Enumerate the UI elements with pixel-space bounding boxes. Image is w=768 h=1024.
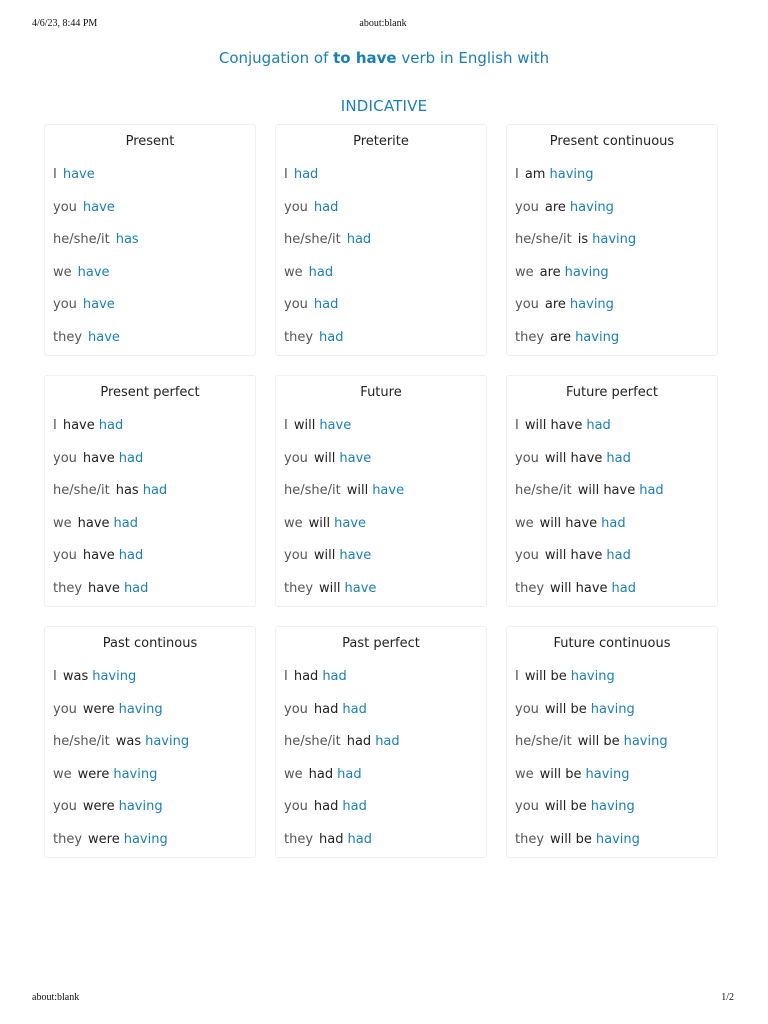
verb-form: have xyxy=(77,264,110,280)
auxiliary: will be xyxy=(544,701,587,717)
auxiliary: had xyxy=(313,799,339,815)
auxiliary: will xyxy=(308,515,331,531)
conjugation-row xyxy=(284,451,482,484)
conjugation-row xyxy=(284,330,482,363)
auxiliary: have xyxy=(88,580,120,596)
verb-form: have xyxy=(62,167,95,182)
pronoun: he/she/it xyxy=(53,232,110,248)
auxiliary: will be xyxy=(550,831,592,847)
auxiliary: are xyxy=(544,297,566,313)
conjugation-row xyxy=(515,167,713,200)
verb-form: have xyxy=(372,483,405,499)
auxiliary: will have xyxy=(550,580,608,596)
pronoun: you xyxy=(53,297,77,313)
verb-form: had xyxy=(308,264,334,280)
auxiliary: will be xyxy=(539,766,582,782)
pronoun: they xyxy=(284,580,314,596)
conjugation-row xyxy=(284,799,482,832)
pronoun: we xyxy=(284,264,303,280)
conjugation-list xyxy=(515,669,713,865)
pronoun: he/she/it xyxy=(284,734,341,750)
auxiliary: was xyxy=(115,734,142,750)
conjugation-row xyxy=(53,451,251,484)
verb-form: having xyxy=(564,264,609,280)
pronoun: they xyxy=(53,831,83,847)
pronoun: we xyxy=(515,264,534,280)
verb-form: had xyxy=(347,831,372,847)
auxiliary: had xyxy=(293,669,319,684)
auxiliary: are xyxy=(550,329,572,345)
auxiliary: will xyxy=(313,548,336,564)
auxiliary: am xyxy=(524,167,546,182)
conjugation-row xyxy=(284,167,482,200)
pronoun: you xyxy=(515,548,539,564)
pronoun: they xyxy=(284,831,314,847)
verb-form: having xyxy=(592,232,637,248)
pronoun: I xyxy=(284,669,288,684)
pronoun: we xyxy=(53,264,72,280)
conjugation-row xyxy=(53,232,251,265)
tense-title: Future continuous xyxy=(553,636,671,651)
tense-card-present-perfect xyxy=(44,375,256,607)
auxiliary: will have xyxy=(524,418,583,433)
verb-form: have xyxy=(334,515,367,531)
auxiliary: is xyxy=(577,232,589,248)
conjugation-row xyxy=(515,451,713,484)
conjugation-row xyxy=(53,767,251,800)
print-page-title: about:blank xyxy=(359,18,407,29)
pronoun: you xyxy=(284,199,308,215)
print-footer xyxy=(32,992,734,1006)
conjugation-row xyxy=(515,516,713,549)
conjugation-row xyxy=(515,548,713,581)
tense-title: Past perfect xyxy=(342,636,420,651)
verb-form: has xyxy=(115,232,139,248)
tense-title: Future xyxy=(360,385,402,400)
verb-form: have xyxy=(82,199,115,215)
verb-form: had xyxy=(611,580,636,596)
conjugation-row xyxy=(515,297,713,330)
verb-form: had xyxy=(606,548,631,564)
conjugation-row xyxy=(284,516,482,549)
verb-form: having xyxy=(113,766,158,782)
conjugation-row xyxy=(284,832,482,865)
conjugation-row xyxy=(53,200,251,233)
tense-card-present xyxy=(44,124,256,356)
conjugation-row xyxy=(53,548,251,581)
pronoun: he/she/it xyxy=(53,734,110,750)
conjugation-row xyxy=(515,418,713,451)
verb-form: have xyxy=(82,297,115,313)
conjugation-row xyxy=(284,548,482,581)
conjugation-row xyxy=(53,702,251,735)
pronoun: they xyxy=(515,580,545,596)
verb-form: have xyxy=(339,548,372,564)
conjugation-row xyxy=(284,297,482,330)
conjugation-row xyxy=(53,297,251,330)
verb-form: having xyxy=(569,199,614,215)
auxiliary: will be xyxy=(544,799,587,815)
verb-form: had xyxy=(293,167,319,182)
verb-form: having xyxy=(595,831,640,847)
conjugation-row xyxy=(53,418,251,451)
conjugation-list xyxy=(53,418,251,614)
verb-form: having xyxy=(590,701,635,717)
tense-grid xyxy=(44,124,722,858)
verb-form: having xyxy=(549,167,594,182)
tense-title: Future perfect xyxy=(566,385,658,400)
auxiliary: will have xyxy=(577,483,636,499)
pronoun: we xyxy=(515,515,534,531)
pronoun: we xyxy=(53,515,72,531)
pronoun: you xyxy=(284,450,308,466)
print-url: about:blank xyxy=(32,992,80,1003)
verb-form: having xyxy=(569,297,614,313)
conjugation-row xyxy=(53,330,251,363)
pronoun: I xyxy=(515,418,519,433)
verb-form: had xyxy=(319,329,344,345)
pronoun: I xyxy=(284,418,288,433)
pronoun: he/she/it xyxy=(515,232,572,248)
pronoun: I xyxy=(53,669,57,684)
title-suffix: verb in English with xyxy=(401,49,550,67)
pronoun: they xyxy=(515,329,545,345)
pronoun: we xyxy=(53,766,72,782)
conjugation-row xyxy=(515,265,713,298)
conjugation-row xyxy=(53,799,251,832)
verb-form: having xyxy=(585,766,630,782)
verb-form: had xyxy=(639,483,664,499)
conjugation-row xyxy=(515,669,713,702)
auxiliary: had xyxy=(319,831,344,847)
verb-form: having xyxy=(145,734,190,750)
auxiliary: are xyxy=(544,199,566,215)
conjugation-list xyxy=(284,167,482,363)
pronoun: he/she/it xyxy=(515,483,572,499)
conjugation-row xyxy=(515,734,713,767)
conjugation-row xyxy=(53,265,251,298)
auxiliary: have xyxy=(77,515,110,531)
title-prefix: Conjugation of xyxy=(218,49,329,67)
verb-form: having xyxy=(118,701,163,717)
conjugation-row xyxy=(515,702,713,735)
conjugation-row xyxy=(53,734,251,767)
pronoun: he/she/it xyxy=(284,232,341,248)
mood-heading: INDICATIVE xyxy=(340,97,428,115)
verb-form: had xyxy=(118,548,144,564)
verb-form: having xyxy=(575,329,620,345)
pronoun: they xyxy=(515,831,545,847)
pronoun: you xyxy=(515,297,539,313)
pronoun: he/she/it xyxy=(515,734,572,750)
conjugation-row xyxy=(515,330,713,363)
auxiliary: will xyxy=(319,580,341,596)
conjugation-row xyxy=(284,418,482,451)
verb-form: having xyxy=(570,669,615,684)
verb-form: have xyxy=(344,580,377,596)
auxiliary: will xyxy=(293,418,316,433)
auxiliary: will have xyxy=(544,450,603,466)
pronoun: we xyxy=(284,515,303,531)
conjugation-row xyxy=(515,483,713,516)
conjugation-row xyxy=(515,799,713,832)
tense-title: Present perfect xyxy=(100,385,200,400)
pronoun: he/she/it xyxy=(284,483,341,499)
auxiliary: are xyxy=(539,264,561,280)
pronoun: you xyxy=(515,799,539,815)
pronoun: I xyxy=(53,167,57,182)
auxiliary: was xyxy=(62,669,89,684)
verb-form: have xyxy=(319,418,352,433)
tense-card-past-continous xyxy=(44,626,256,858)
conjugation-list xyxy=(515,418,713,614)
conjugation-list xyxy=(53,669,251,865)
verb-form: having xyxy=(590,799,635,815)
conjugation-list xyxy=(284,669,482,865)
pronoun: you xyxy=(515,199,539,215)
verb-form: had xyxy=(606,450,631,466)
pronoun: they xyxy=(53,580,83,596)
tense-card-future-perfect xyxy=(506,375,718,607)
conjugation-row xyxy=(53,581,251,614)
verb-form: having xyxy=(92,669,137,684)
conjugation-row xyxy=(284,669,482,702)
tense-title: Present xyxy=(125,134,175,149)
pronoun: they xyxy=(284,329,314,345)
verb-form: had xyxy=(113,515,139,531)
auxiliary: were xyxy=(82,799,115,815)
conjugation-row xyxy=(515,767,713,800)
verb-form: had xyxy=(98,418,124,433)
verb-form: had xyxy=(342,799,367,815)
verb-form: had xyxy=(346,232,372,248)
pronoun: I xyxy=(53,418,57,433)
tense-card-future-continuous xyxy=(506,626,718,858)
auxiliary: will be xyxy=(524,669,567,684)
conjugation-row xyxy=(284,767,482,800)
verb-form: had xyxy=(142,483,168,499)
verb-form: had xyxy=(375,734,400,750)
conjugation-row xyxy=(515,581,713,614)
auxiliary: have xyxy=(82,548,115,564)
conjugation-row xyxy=(53,516,251,549)
conjugation-row xyxy=(284,200,482,233)
auxiliary: has xyxy=(115,483,139,499)
pronoun: you xyxy=(284,297,308,313)
pronoun: you xyxy=(284,799,308,815)
conjugation-list xyxy=(53,167,251,363)
pronoun: you xyxy=(53,548,77,564)
conjugation-row xyxy=(284,265,482,298)
conjugation-row xyxy=(284,483,482,516)
tense-title: Present continuous xyxy=(549,134,675,149)
print-datetime: 4/6/23, 8:44 PM xyxy=(32,18,98,29)
conjugation-row xyxy=(284,581,482,614)
page-title xyxy=(0,49,768,67)
verb-form: had xyxy=(322,669,347,684)
auxiliary: had xyxy=(313,701,339,717)
verb-form: had xyxy=(342,701,367,717)
verb-form: had xyxy=(313,199,339,215)
verb-form: had xyxy=(586,418,611,433)
verb-form: had xyxy=(123,580,149,596)
auxiliary: will be xyxy=(577,734,620,750)
verb-form: had xyxy=(337,766,362,782)
tense-card-past-perfect xyxy=(275,626,487,858)
tense-card-present-continuous xyxy=(506,124,718,356)
verb-form: have xyxy=(339,450,372,466)
pronoun: we xyxy=(284,766,303,782)
pronoun: we xyxy=(515,766,534,782)
tense-card-preterite xyxy=(275,124,487,356)
verb-form: had xyxy=(313,297,339,313)
verb-form: had xyxy=(118,450,144,466)
title-verb: to have xyxy=(333,49,397,67)
pronoun: you xyxy=(284,701,308,717)
conjugation-row xyxy=(284,702,482,735)
auxiliary: were xyxy=(88,831,120,847)
print-header xyxy=(32,18,734,32)
tense-title: Past continous xyxy=(102,636,198,651)
pronoun: you xyxy=(53,799,77,815)
pronoun: you xyxy=(284,548,308,564)
verb-form: having xyxy=(123,831,168,847)
pronoun: I xyxy=(515,167,519,182)
tense-title: Preterite xyxy=(353,134,409,149)
pronoun: you xyxy=(515,701,539,717)
verb-form: have xyxy=(88,329,120,345)
auxiliary: will xyxy=(346,483,369,499)
conjugation-row xyxy=(515,832,713,865)
pronoun: he/she/it xyxy=(53,483,110,499)
pronoun: I xyxy=(284,167,288,182)
pronoun: you xyxy=(53,701,77,717)
auxiliary: will have xyxy=(539,515,598,531)
print-page-number: 1/2 xyxy=(721,992,734,1003)
conjugation-row xyxy=(53,832,251,865)
verb-form: having xyxy=(118,799,163,815)
conjugation-row xyxy=(515,200,713,233)
auxiliary: will xyxy=(313,450,336,466)
conjugation-row xyxy=(53,483,251,516)
verb-form: had xyxy=(601,515,626,531)
conjugation-row xyxy=(53,167,251,200)
pronoun: they xyxy=(53,329,83,345)
auxiliary: have xyxy=(82,450,115,466)
conjugation-row xyxy=(515,232,713,265)
auxiliary: were xyxy=(77,766,110,782)
auxiliary: had xyxy=(346,734,372,750)
conjugation-list xyxy=(515,167,713,363)
conjugation-row xyxy=(53,669,251,702)
pronoun: you xyxy=(53,199,77,215)
verb-form: having xyxy=(623,734,668,750)
conjugation-row xyxy=(284,734,482,767)
conjugation-list xyxy=(284,418,482,614)
pronoun: you xyxy=(515,450,539,466)
auxiliary: will have xyxy=(544,548,603,564)
auxiliary: were xyxy=(82,701,115,717)
tense-card-future xyxy=(275,375,487,607)
auxiliary: have xyxy=(62,418,95,433)
pronoun: I xyxy=(515,669,519,684)
auxiliary: had xyxy=(308,766,334,782)
pronoun: you xyxy=(53,450,77,466)
conjugation-row xyxy=(284,232,482,265)
